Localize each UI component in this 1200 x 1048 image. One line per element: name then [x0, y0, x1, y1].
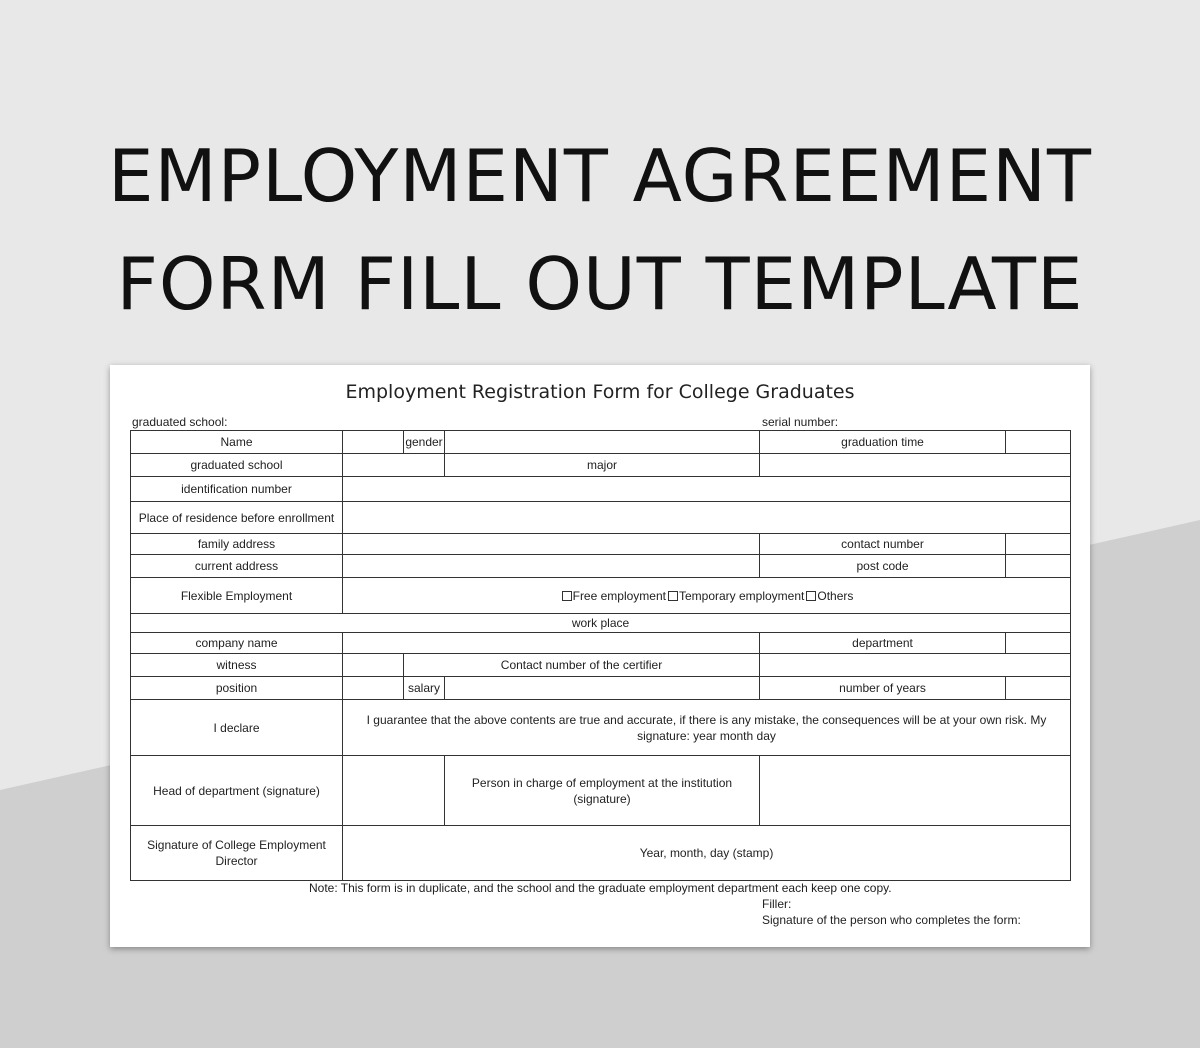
- table-row: [131, 477, 1071, 502]
- form-note: Note: This form is in duplicate, and the school and the graduate employment department each keep one copy.: [309, 881, 892, 895]
- person-in-charge-label: Person in charge of employment at the institution (signature): [445, 756, 760, 826]
- major-label: major: [445, 454, 760, 477]
- filler-label: Filler:: [762, 897, 792, 911]
- gender-label: gender: [404, 431, 445, 454]
- hero-title-line-2: FORM FILL OUT TEMPLATE: [116, 242, 1084, 326]
- family-address-field[interactable]: [343, 534, 760, 555]
- residence-label: Place of residence before enrollment: [131, 502, 343, 534]
- identification-number-label: identification number: [131, 477, 343, 502]
- graduation-time-label: graduation time: [760, 431, 1006, 454]
- family-address-label: family address: [131, 534, 343, 555]
- contact-number-label: contact number: [760, 534, 1006, 555]
- flexible-employment-label: Flexible Employment: [131, 578, 343, 614]
- contact-number-field[interactable]: [1006, 534, 1071, 555]
- table-row: [131, 534, 1071, 555]
- serial-number-header: serial number:: [762, 415, 839, 429]
- gender-field[interactable]: [445, 431, 760, 454]
- current-address-label: current address: [131, 555, 343, 578]
- registration-table: [130, 430, 1071, 881]
- others-option[interactable]: Others: [804, 589, 853, 603]
- department-field[interactable]: [1006, 633, 1071, 654]
- temporary-employment-option[interactable]: Temporary employment: [666, 589, 804, 603]
- free-employment-option[interactable]: Free employment: [560, 589, 666, 603]
- company-name-field[interactable]: [343, 633, 760, 654]
- post-code-field[interactable]: [1006, 555, 1071, 578]
- declaration-text: I guarantee that the above contents are true and accurate, if there is any mistake, the consequences will be at your own risk. My signature: year month day: [343, 700, 1071, 756]
- certifier-contact-label: Contact number of the certifier: [404, 654, 760, 677]
- salary-label: salary: [404, 677, 445, 700]
- table-row: [131, 826, 1071, 881]
- flexible-employment-options: [343, 578, 1071, 614]
- graduated-school-header: graduated school:: [132, 415, 228, 429]
- checkbox-icon[interactable]: [562, 591, 572, 601]
- table-row: [131, 502, 1071, 534]
- i-declare-label: I declare: [131, 700, 343, 756]
- witness-field[interactable]: [343, 654, 404, 677]
- identification-number-field[interactable]: [343, 477, 1071, 502]
- table-row: [131, 654, 1071, 677]
- position-label: position: [131, 677, 343, 700]
- table-row: [131, 677, 1071, 700]
- number-of-years-field[interactable]: [1006, 677, 1071, 700]
- head-of-department-signature-field[interactable]: [343, 756, 445, 826]
- table-row: [131, 578, 1071, 614]
- hero-title-line-1: EMPLOYMENT AGREEMENT: [108, 134, 1092, 218]
- name-label: Name: [131, 431, 343, 454]
- graduated-school-label: graduated school: [131, 454, 343, 477]
- table-row: [131, 633, 1071, 654]
- person-in-charge-signature-field[interactable]: [760, 756, 1071, 826]
- salary-field[interactable]: [445, 677, 760, 700]
- number-of-years-label: number of years: [760, 677, 1006, 700]
- table-row: [131, 431, 1071, 454]
- director-signature-label: Signature of College Employment Director: [131, 826, 343, 881]
- checkbox-icon[interactable]: [806, 591, 816, 601]
- department-label: department: [760, 633, 1006, 654]
- form-title: Employment Registration Form for College Graduates: [345, 381, 855, 403]
- checkbox-icon[interactable]: [668, 591, 678, 601]
- name-field[interactable]: [343, 431, 404, 454]
- table-row: [131, 555, 1071, 578]
- form-sheet: [110, 365, 1090, 947]
- residence-field[interactable]: [343, 502, 1071, 534]
- witness-label: witness: [131, 654, 343, 677]
- work-place-header: work place: [131, 614, 1071, 633]
- current-address-field[interactable]: [343, 555, 760, 578]
- certifier-contact-field[interactable]: [760, 654, 1071, 677]
- major-field[interactable]: [760, 454, 1071, 477]
- hero-title: [0, 122, 1200, 338]
- head-of-department-label: Head of department (signature): [131, 756, 343, 826]
- company-name-label: company name: [131, 633, 343, 654]
- table-row: [131, 454, 1071, 477]
- table-row: [131, 756, 1071, 826]
- year-month-day-stamp: Year, month, day (stamp): [343, 826, 1071, 881]
- table-row: [131, 700, 1071, 756]
- completer-signature-label: Signature of the person who completes the form:: [762, 913, 1021, 927]
- graduated-school-field[interactable]: [343, 454, 445, 477]
- graduation-time-field[interactable]: [1006, 431, 1071, 454]
- table-row: [131, 614, 1071, 633]
- post-code-label: post code: [760, 555, 1006, 578]
- position-field[interactable]: [343, 677, 404, 700]
